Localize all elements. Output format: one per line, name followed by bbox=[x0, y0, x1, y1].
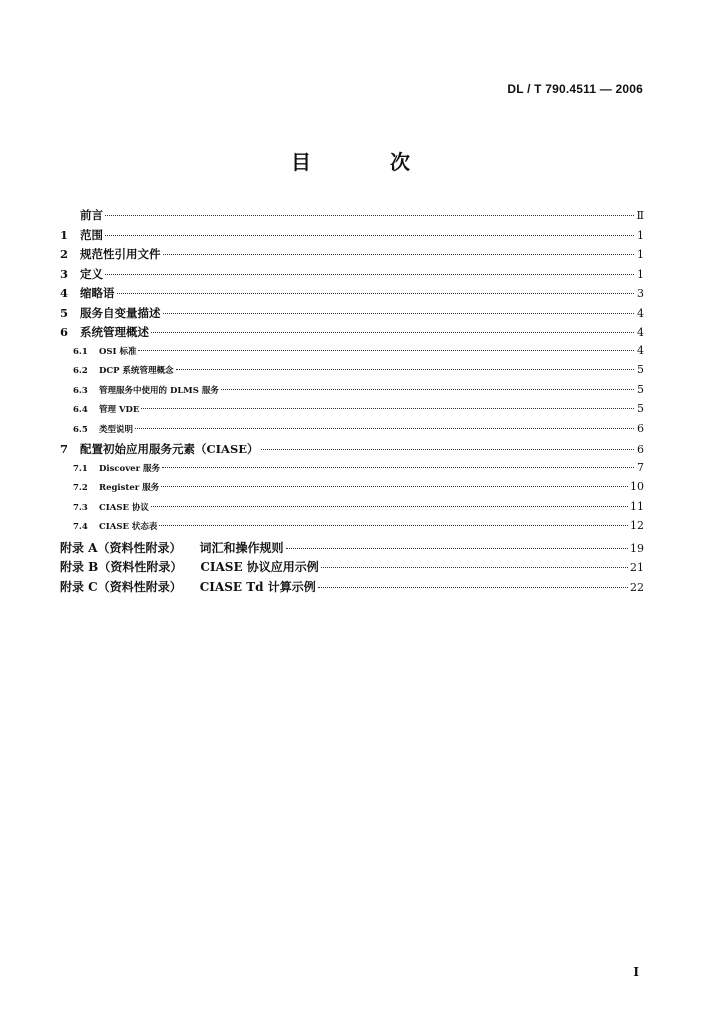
toc-entry-number: 附录 B（资料性附录） bbox=[60, 560, 183, 574]
page-number: I bbox=[633, 965, 639, 979]
toc-entry[interactable] bbox=[60, 305, 644, 325]
toc-entry-title: 词汇和操作规则 bbox=[199, 540, 284, 555]
toc-entry-page: 1 bbox=[637, 267, 644, 281]
toc-entry-title: Register 服务 bbox=[99, 483, 160, 493]
toc-entry-number: 6.2 bbox=[73, 366, 88, 376]
toc-entry-title: Discover 服务 bbox=[99, 463, 161, 474]
toc-entry-leader bbox=[105, 215, 634, 216]
toc-entry-number: 附录 A（资料性附录） bbox=[60, 540, 182, 555]
toc-entry[interactable] bbox=[60, 324, 644, 344]
toc-entry[interactable] bbox=[60, 344, 644, 364]
toc-entry[interactable] bbox=[60, 578, 644, 598]
toc-entry[interactable] bbox=[60, 285, 644, 305]
toc-entry-page: 4 bbox=[637, 326, 644, 339]
toc-entry-title: CIASE 状态表 bbox=[99, 522, 158, 532]
toc-entry-leader bbox=[138, 350, 634, 351]
toc-entry-page: 19 bbox=[630, 541, 644, 555]
toc-entry-page: 11 bbox=[630, 499, 644, 513]
toc-entry-number: 6.5 bbox=[73, 424, 88, 435]
toc-entry[interactable] bbox=[60, 461, 644, 481]
toc-entry[interactable] bbox=[60, 441, 644, 461]
toc-entry-number: 1 bbox=[60, 227, 69, 242]
toc-entry-number: 2 bbox=[60, 247, 69, 261]
toc-entry-title: 前言 bbox=[80, 208, 103, 222]
toc-entry[interactable] bbox=[60, 227, 644, 247]
toc-entry-title: 范围 bbox=[80, 227, 103, 242]
toc-entry-page: 21 bbox=[630, 561, 644, 574]
toc-entry-leader bbox=[321, 567, 628, 568]
toc-entry-number: 3 bbox=[60, 266, 69, 281]
toc-entry[interactable] bbox=[60, 500, 644, 520]
toc-entry[interactable] bbox=[60, 519, 644, 539]
toc-entry-leader bbox=[163, 254, 635, 255]
toc-entry-number: 7 bbox=[60, 442, 69, 456]
toc-entry-number: 7.2 bbox=[73, 483, 88, 493]
toc-entry-number: 7.3 bbox=[73, 502, 88, 513]
toc-entry-leader bbox=[105, 235, 634, 236]
toc-entry-number: 7.4 bbox=[73, 522, 88, 532]
toc-entry[interactable] bbox=[60, 558, 644, 578]
toc-entry[interactable] bbox=[60, 539, 644, 559]
toc-entry-title: 管理服务中使用的 DLMS 服务 bbox=[99, 385, 219, 396]
document-code: DL / T 790.4511 — 2006 bbox=[507, 82, 643, 96]
toc-entry-leader bbox=[159, 525, 628, 526]
toc-entry-page: 5 bbox=[637, 363, 644, 376]
toc-entry-title: 服务自变量描述 bbox=[80, 305, 161, 320]
toc-entry-number: 5 bbox=[60, 305, 69, 320]
toc-entry-title: 规范性引用文件 bbox=[80, 247, 161, 261]
toc-entry-leader bbox=[221, 389, 634, 390]
table-of-contents bbox=[60, 207, 644, 597]
toc-entry-title: CIASE 协议应用示例 bbox=[200, 560, 319, 574]
toc-entry[interactable] bbox=[60, 363, 644, 383]
toc-entry-title: 管理 VDE bbox=[99, 405, 140, 415]
toc-entry-title: 定义 bbox=[80, 266, 103, 281]
toc-entry-leader bbox=[163, 313, 635, 314]
toc-entry-page: 5 bbox=[637, 402, 644, 415]
toc-entry-page: 12 bbox=[630, 519, 644, 532]
toc-entry-page: 22 bbox=[630, 580, 644, 594]
toc-entry-page: 3 bbox=[637, 287, 644, 300]
toc-entry-leader bbox=[117, 293, 635, 294]
toc-entry-page: 10 bbox=[630, 480, 644, 493]
toc-entry-number: 6.4 bbox=[73, 405, 88, 415]
toc-entry-leader bbox=[151, 506, 628, 507]
toc-entry-leader bbox=[161, 486, 628, 487]
toc-entry-number: 4 bbox=[60, 286, 69, 300]
toc-entry-title: OSI 标准 bbox=[99, 346, 137, 357]
toc-entry-title: 系统管理概述 bbox=[80, 325, 149, 339]
toc-entry-leader bbox=[105, 274, 634, 275]
toc-entry-title: 缩略语 bbox=[80, 286, 115, 300]
toc-entry-leader bbox=[318, 587, 628, 588]
toc-entry[interactable] bbox=[60, 266, 644, 286]
toc-entry-leader bbox=[151, 332, 634, 333]
toc-entry-title: CIASE Td 计算示例 bbox=[199, 579, 316, 594]
toc-entry-leader bbox=[141, 408, 634, 409]
toc-entry-leader bbox=[261, 449, 634, 450]
toc-entry[interactable] bbox=[60, 246, 644, 266]
toc-entry-number: 附录 C（资料性附录） bbox=[60, 579, 182, 594]
toc-entry-page: 4 bbox=[637, 343, 644, 357]
toc-entry-title: CIASE 协议 bbox=[99, 502, 149, 513]
toc-entry[interactable] bbox=[60, 480, 644, 500]
toc-entry-title: 类型说明 bbox=[99, 424, 134, 435]
toc-entry-page: 1 bbox=[637, 228, 644, 242]
toc-entry[interactable] bbox=[60, 422, 644, 442]
toc-entry-number: 7.1 bbox=[73, 463, 88, 474]
toc-entry[interactable] bbox=[60, 207, 644, 227]
toc-entry-leader bbox=[162, 467, 634, 468]
toc-entry-page: 4 bbox=[637, 306, 644, 320]
toc-entry-title: 配置初始应用服务元素（CIASE） bbox=[80, 442, 259, 456]
toc-entry-page: 5 bbox=[637, 382, 644, 396]
toc-entry-page: 6 bbox=[637, 421, 644, 435]
toc-entry-number: 6.1 bbox=[73, 346, 88, 357]
toc-entry-leader bbox=[176, 369, 635, 370]
toc-entry-leader bbox=[135, 428, 634, 429]
toc-entry[interactable] bbox=[60, 402, 644, 422]
toc-entry-page: 1 bbox=[637, 248, 644, 261]
toc-entry[interactable] bbox=[60, 383, 644, 403]
toc-entry-number: 6 bbox=[60, 325, 69, 339]
toc-entry-number: 6.3 bbox=[73, 385, 88, 396]
page-title: 目 次 bbox=[291, 150, 446, 174]
toc-entry-leader bbox=[286, 548, 628, 549]
toc-entry-page: 6 bbox=[637, 443, 644, 456]
toc-entry-title: DCP 系统管理概念 bbox=[99, 366, 174, 376]
toc-entry-page: 7 bbox=[637, 460, 644, 474]
toc-entry-page: Ⅱ bbox=[636, 209, 644, 222]
